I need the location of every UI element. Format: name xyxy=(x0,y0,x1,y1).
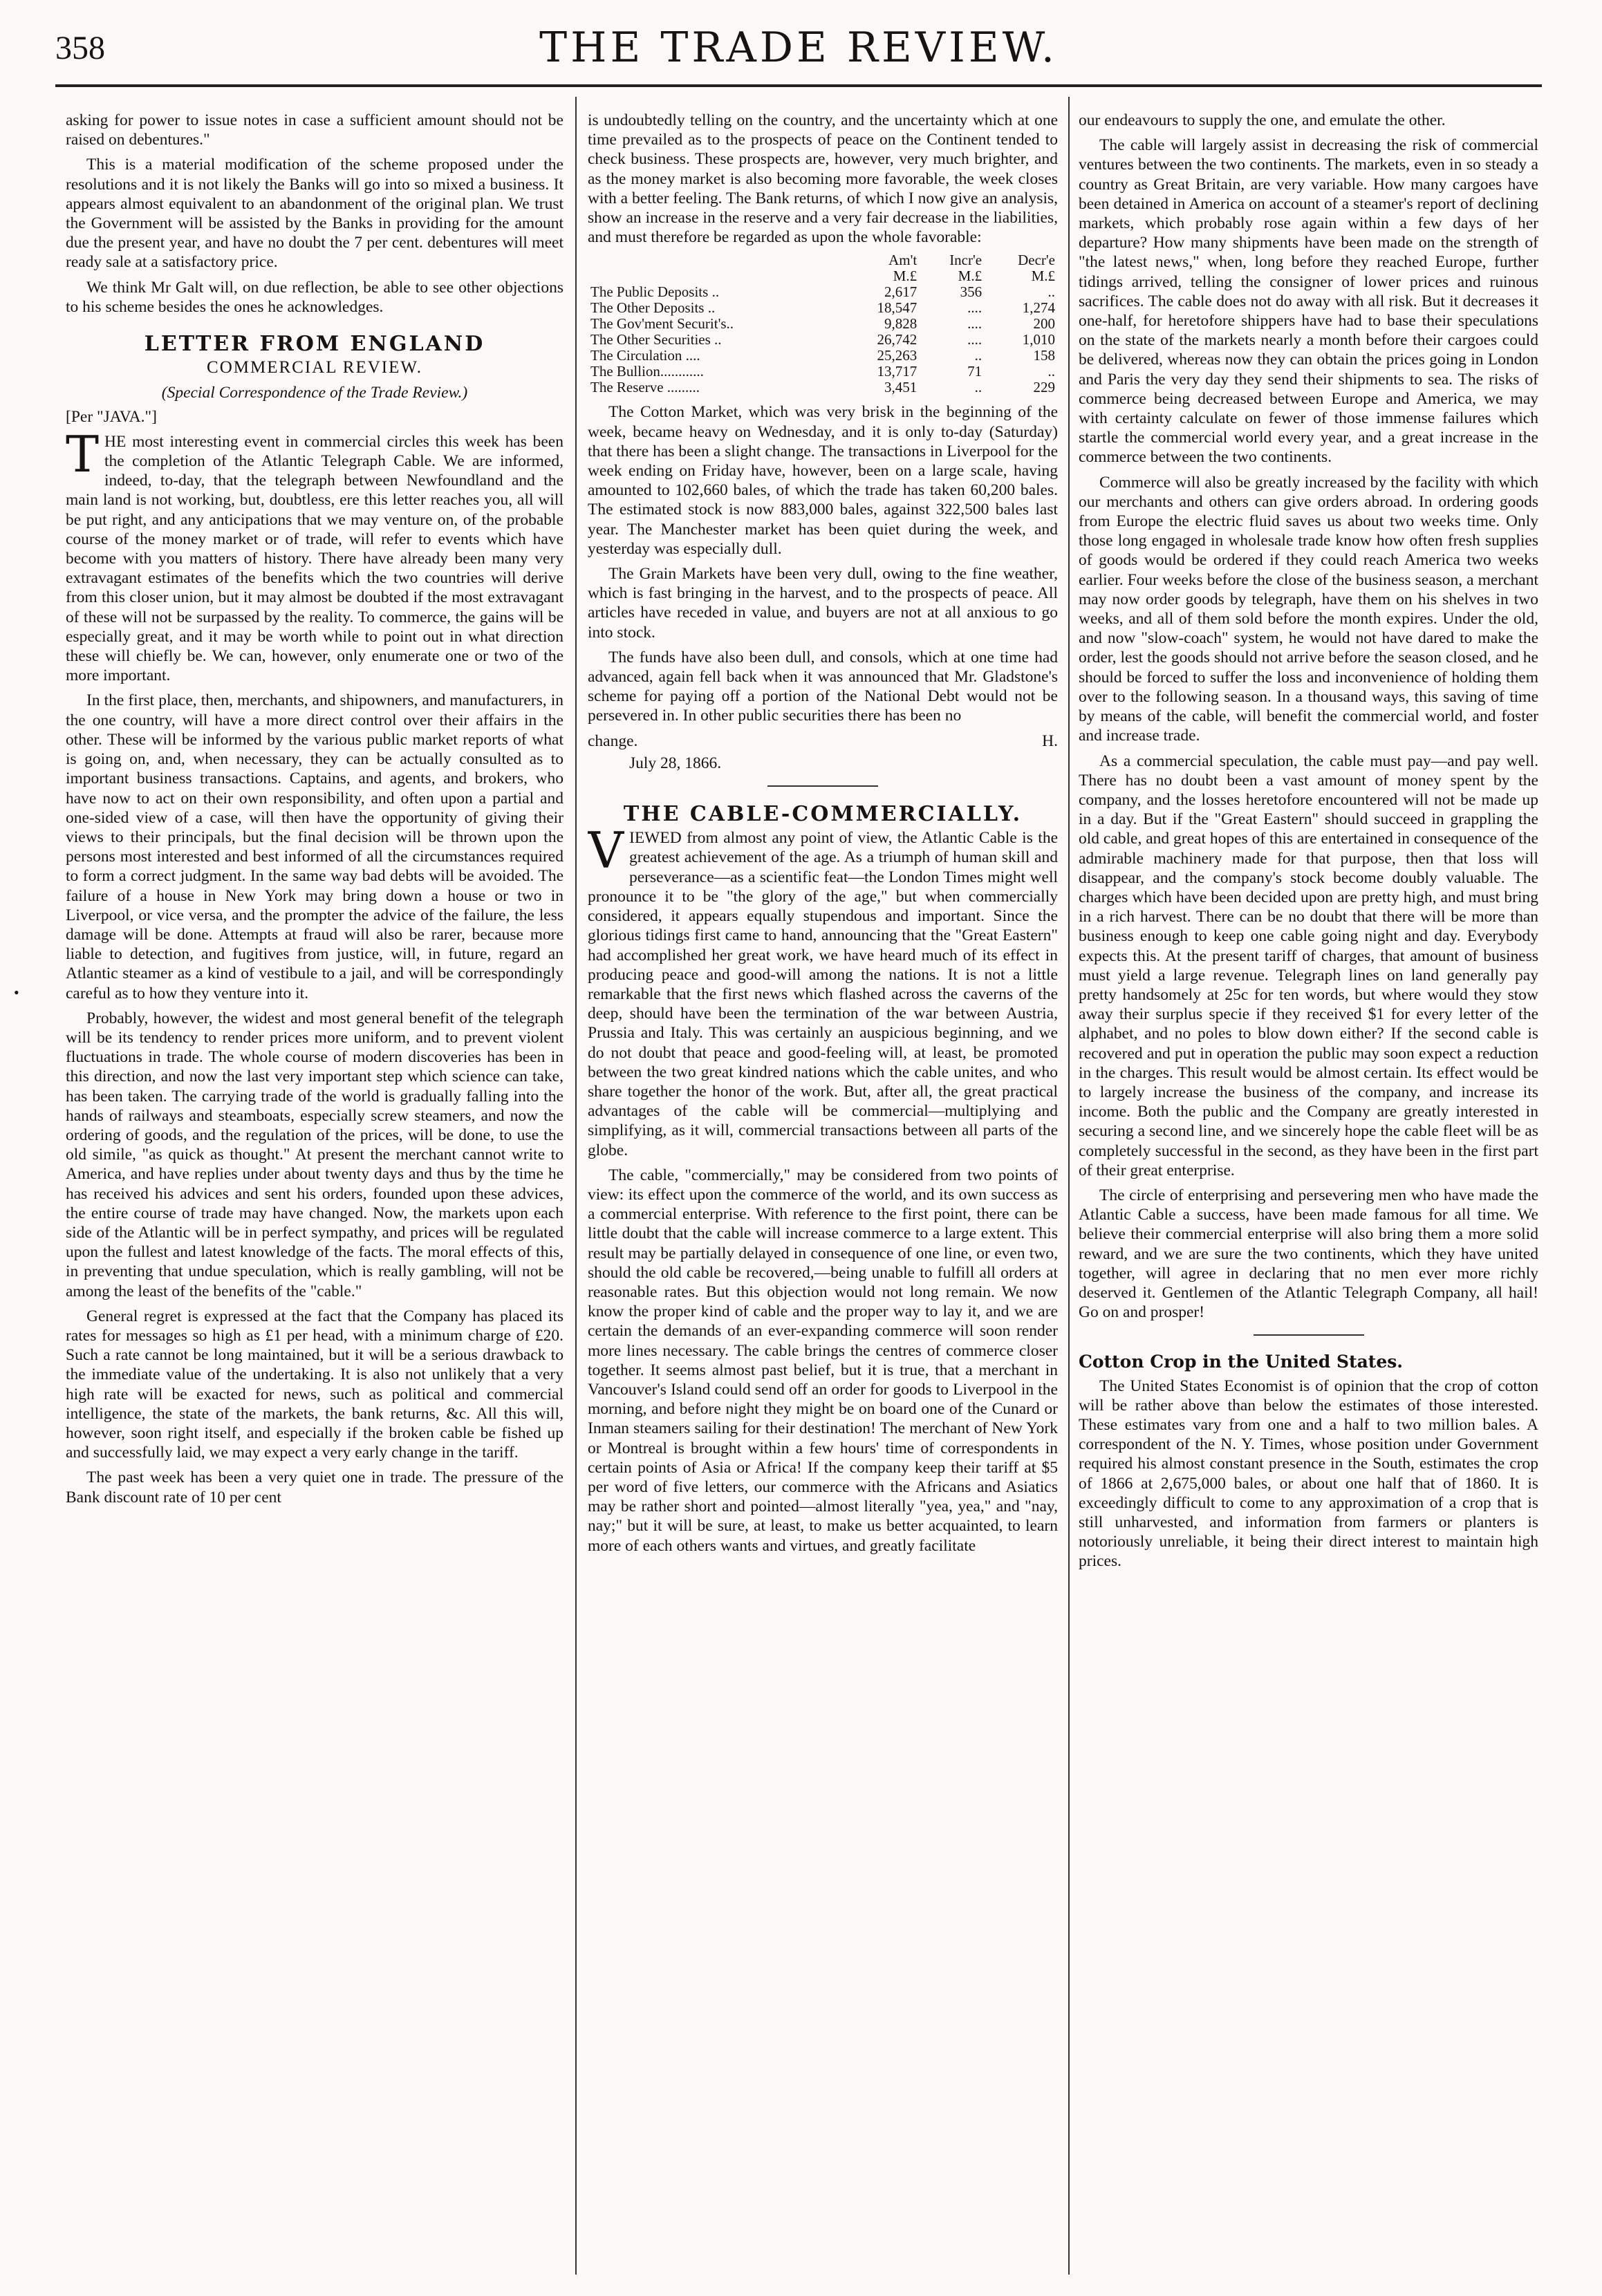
table-unit xyxy=(588,268,842,284)
article-headline: Cotton Crop in the United States. xyxy=(1079,1352,1404,1372)
paragraph: The funds have also been dull, and consols, which at one time had advanced, again fell back when it was announced that Mr. Gladstone's scheme for paying off a portion of the National Debt would not be persevered in. In other public securities there has been no xyxy=(588,648,1058,725)
paragraph: asking for power to issue notes in case a sufficient amount should not be raised on debentures." xyxy=(66,111,564,149)
article-headline: LETTER FROM ENGLAND xyxy=(144,332,485,357)
paragraph: In the first place, then, merchants, and shipowners, and manufacturers, in the one country, will have a more direct control over their affairs in the other. These will be informed by the various public market reports of what is going on, and, when necessary, they can be actually consulted as to important business transactions. Captains, and agents, and brokers, who have now to act on their own responsibility, and often upon a partial and one-sided view of a case, will then have the opportunity of giving their views to their principals, but the final decision will be thrown upon the persons most interested and best informed of all the circumstances required to form a correct judgment. In the same way bad debts will be avoided. The failure of a house in New York may bring down a house or two in Liverpool, or vice versa, and the prompter the advice of the failure, the less damage will be done. Attempts at fraud will also be rarer, because more liable to detection, and fugitives from justice, will, in future, regard an Atlantic steamer as a kind of vestibule to a jail, and will be correspondingly careful as to how they venture into it. xyxy=(66,691,564,1002)
paragraph: The United States Economist is of opinion that the crop of cotton will be rather above than below the estimates of those interested. These estimates vary from one and a half to two million bales. A correspondent of the N. Y. Times, whose position under Government required his almost constant presence in the South, estimates the crop of 1866 at 2,675,000 bales, or about one half that of 1860. It is exceedingly difficult to come to any approximation of a crop that is still unharvested, and information from farmers or planters is notoriously unreliable, it being their direct interest to maintain high prices. xyxy=(1079,1376,1538,1571)
paragraph: our endeavours to supply the one, and emulate the other. xyxy=(1079,111,1446,129)
section-divider xyxy=(1254,1334,1364,1336)
paragraph: The circle of enterprising and persevering men who have made the Atlantic Cable a success, have been made famous for all time. We believe their commercial enterprise will also bring them a more solid reward, and we are sure the two continents, which they have united together, will agree in declaring that no men ever more richly deserved it. Gentlemen of the Atlantic Telegraph Company, all hail! Go on and prosper! xyxy=(1079,1186,1538,1322)
bank-returns-table xyxy=(588,252,1058,395)
table-row xyxy=(588,380,1058,395)
row-value: 356 xyxy=(960,283,982,301)
table-row xyxy=(588,284,1058,300)
paragraph: The cable, "commercially," may be considered from two points of view: its effect upon the commerce of the world, and its own success as a commercial enterprise. With reference to the first point, there can be little doubt that the cable will increase commerce to a large extent. This result may be partially delayed in consequence of one line, or even two, should the old cable be recovered,—being unable to fulfill all orders at reasonable rates. But this objection would not long remain. We now know the proper kind of cable and the proper way to lay it, and we are certain the demands of an ever-expanding commerce will soon render more lines necessary. The cable brings the centres of commerce closer together. It seems almost past belief, but it is true, that a merchant in Vancouver's Island could send off an order for goods to Liverpool in the morning, and before night they might be on board one of the Cunard or Inman steamers sailing for their destination! The merchant of New York or Montreal is brought within a few hours' time of correspondents in certain points of Asia or Africa! If the company keep their tariff at $5 per word of five letters, our commerce with the Africans and Asiatics may be rather short and pointed—almost literally "yea, yea," and "nay, nay;" but it will be sure, at least, to make us better acquainted, to learn more of each others wants and virtues, and greatly facilitate xyxy=(588,1166,1058,1555)
table-header: Am't xyxy=(888,252,918,269)
row-value: 1,010 xyxy=(1022,331,1055,348)
row-value: 2,617 xyxy=(884,283,918,301)
row-label: The Circulation .... xyxy=(590,347,700,364)
paragraph: We think Mr Galt will, on due reflection, be able to see other objections to his scheme besides the ones he acknowledges. xyxy=(66,278,564,316)
section-divider xyxy=(767,785,878,787)
paragraph: The Cotton Market, which was very brisk in the beginning of the week, became heavy on Wednesday, and it is only to-day (Saturday) that there has been a slight change. The transactions in Liverpool for the week ending on Friday have, however, been on a large scale, having amounted to 102,660 bales, of which the trade has taken 60,200 bales. The estimated stock is now 883,000 bales, against 322,500 bales last year. The Manchester market has been quiet during the week, and yesterday was especially dull. xyxy=(588,403,1058,558)
article-headline: THE CABLE-COMMERCIALLY. xyxy=(623,802,1023,827)
paragraph: THE most interesting event in commercial circles this week has been the completion of the Atlantic Telegraph Cable. We are informed, indeed, to-day, that the telegraph between Newfoundland and the main land is not working, but, doubtless, ere this letter reaches you, all will be put right, and any anticipations that we may venture on, of the probable course of the money market or of trade, will refer to events which have become with you matters of history. There have already been many very extravagant estimates of the benefits which the two countries will derive from this closer union, but it may almost be doubted if the most extravagant of these will not be surpassed by the reality. To commerce, the gains will be especially great, and it may be worth while to point out in what direction these will chiefly be. We can, however, only enumerate one or two of the more important. xyxy=(66,424,564,685)
row-label: The Public Deposits .. xyxy=(590,283,720,301)
table-unit: M.£ xyxy=(1031,268,1055,285)
paragraph: This is a material modification of the scheme proposed under the resolutions and it is not likely the Banks will go into so mixed a business. It appears almost equivalent to an abandonment of the original plan. We trust the Government will be assisted by the Banks in providing for the amount due the present year, and have no doubt the 7 per cent. debentures will meet ready sale at a satisfactory price. xyxy=(66,156,564,272)
row-label: The Reserve ......... xyxy=(590,379,700,396)
paragraph: The cable will largely assist in decreasing the risk of commercial ventures between the two continents. The markets, even in so steady a country as Great Britain, are very variable. How many cargoes have been detained in America on account of a steamer's report of declining markets, which probably rose again within a few days of her departure? How many shipments have been made on the strength of "the latest news," when, long before they reached Europe, further tidings arrived, telling the consigner of lower prices and ruinous sacrifices. The cable does not do away with all risk. But it decreases it one-half, for heretofore shippers have had to base their speculations on the state of the markets nearly a month before their cargoes could be delivered, whereas now they can obtain the prices going in London and Paris the very day they send their shipments to sea. The risks of commerce being decreased between Europe and America, we may with certainty calculate on fewer of those immense failures which startle the commercial world every year, and a great increase in the commerce between the two continents. xyxy=(1079,136,1538,467)
row-value: 13,717 xyxy=(877,363,918,380)
signoff-initial: H. xyxy=(1042,731,1058,750)
letter-signoff xyxy=(588,731,1058,751)
column-divider xyxy=(575,97,577,2275)
row-value: 71 xyxy=(967,363,982,380)
paragraph: Probably, however, the widest and most general benefit of the telegraph will be its tendency to render prices more uniform, and to prevent violent fluctuations in trade. The whole course of modern discoveries has been in this direction, and now the last very important step which science can take, has been taken. The carrying trade of the world is gradually falling into the hands of railways and steamboats, especially screw steamers, and now the ordering of goods, and the regulation of the prices, will be done, to use the old simile, "as quick as thought." At present the merchant cannot write to America, and have replies under about twenty days and thus by the time he has received his advices and sent his orders, founded upon these advices, the entire course of trade may have changed. Now, the markets upon each side of the Atlantic will be in perfect sympathy, and prices will be regulated upon the fullest and latest knowledge of the facts. The moral effects of this, in preventing that undue speculation, which is really gambling, will not be among the least of the benefits of the "cable." xyxy=(66,1009,564,1300)
margin-dot: • xyxy=(14,984,19,1001)
table-row xyxy=(588,364,1058,380)
column-3 xyxy=(1079,111,1538,2268)
table-row xyxy=(588,332,1058,348)
row-value: 9,828 xyxy=(884,315,918,333)
row-label: The Gov'ment Securit's.. xyxy=(590,315,734,333)
row-value: 25,263 xyxy=(877,347,918,364)
page-number: 358 xyxy=(55,30,105,66)
page-header xyxy=(55,21,1542,87)
row-label: The Other Deposits .. xyxy=(590,299,716,317)
table-header: Decr'e xyxy=(1018,252,1055,269)
row-value: .. xyxy=(974,379,982,396)
table-row xyxy=(588,300,1058,316)
row-value: 229 xyxy=(1033,379,1055,396)
table-row xyxy=(588,316,1058,332)
table-unit: M.£ xyxy=(958,268,982,285)
table-header xyxy=(588,252,842,268)
row-value: .... xyxy=(967,331,982,348)
row-value: 1,274 xyxy=(1022,299,1055,317)
row-value: .. xyxy=(974,347,982,364)
row-label: The Bullion............ xyxy=(590,363,704,380)
row-value: 158 xyxy=(1033,347,1055,364)
masthead-title: THE TRADE REVIEW. xyxy=(539,24,1058,72)
row-value: 18,547 xyxy=(877,299,918,317)
table-units-row xyxy=(588,268,1058,284)
row-value: 200 xyxy=(1033,315,1055,333)
paragraph: VIEWED from almost any point of view, the Atlantic Cable is the greatest achievement of the age. As a triumph of human skill and perseverance—as a scientific feat—the London Times might well pronounce it to be "the glory of the age," but when commercially considered, it appears equally stupendous and important. Since the glorious tidings first came to hand, announcing that the "Great Eastern" had accomplished her great work, we have heard much of its effect in producing peace and good-will among the nations. It is not a little remarkable that the first news which flashed across the caverns of the deep, should have been the termination of the war between Austria, Prussia and Italy. This was certainly an auspicious beginning, and we do not doubt that peace and good-feeling will, at least, be promoted between the two great kindred nations which the cable unites, and who share together the honor of the work. But, after all, the great practical advantages of the cable will be commercial—multiplying and simplifying, as it will, commercial transactions between all parts of the globe. xyxy=(588,821,1058,1159)
row-value: .... xyxy=(967,315,982,333)
column-2 xyxy=(588,111,1058,2268)
row-value: 3,451 xyxy=(884,379,918,396)
signoff-word: change. xyxy=(588,731,638,750)
table-header: Incr'e xyxy=(949,252,982,269)
article-subheading: COMMERCIAL REVIEW. xyxy=(207,358,422,377)
row-value: 26,742 xyxy=(877,331,918,348)
dateline: July 28, 1866. xyxy=(629,754,722,772)
paragraph: The past week has been a very quiet one in trade. The pressure of the Bank discount rate of 10 per cent xyxy=(66,1468,564,1506)
table-row xyxy=(588,348,1058,364)
paragraph: Commerce will also be greatly increased by the facility with which our merchants and others can give orders abroad. In ordering goods from Europe the electric fluid saves us about two weeks time. Only those long engaged in wholesale trade know how often fresh supplies of goods would be ordered if they could reach America two weeks earlier. Four weeks before the close of the business season, a merchant may now order goods by telegraph, have them on his shelves in two weeks, and all of them sold before the month expires. Under the old, and now "slow-coach" system, he would not have dared to make the order, lest the goods should not arrive before the season closed, and he should be forced to suffer the loss and inconvenience of holding them over to the following season. In a thousand ways, this saving of time by means of the cable, will benefit the commercial world, and foster and increase trade. xyxy=(1079,473,1538,745)
correspondence-note: (Special Correspondence of the Trade Review.) xyxy=(161,384,468,402)
paragraph: General regret is expressed at the fact that the Company has placed its rates for messages so high as £1 per head, with a minimum charge of £20. Such a rate cannot be long maintained, but it will be a serious drawback to the immediate value of the undertaking. It is also not unlikely that a very high rate will be exacted for news, such as political and commercial intelligence, the state of the markets, the bank returns, &c. All this will, however, soon right itself, and especially if the broken cable be fished up and successfully laid, we may expect a very early change in the tariff. xyxy=(66,1307,564,1462)
table-unit: M.£ xyxy=(893,268,918,285)
column-1 xyxy=(66,111,564,2268)
column-divider xyxy=(1068,97,1070,2275)
table-header-row xyxy=(588,252,1058,268)
paragraph: is undoubtedly telling on the country, and the uncertainty which at one time prevailed as to the prospects of peace on the Continent tended to check business. These prospects are, however, very much brighter, and as the money market is also becoming more favorable, the week closes with a better feeling. The Bank returns, of which I now give an analysis, show an increase in the reserve and a very fair decrease in the liabilities, and must therefore be regarded as upon the whole favorable: xyxy=(588,111,1058,247)
row-label: The Other Securities .. xyxy=(590,331,722,348)
row-value: .. xyxy=(1047,283,1055,301)
row-value: .... xyxy=(967,299,982,317)
per-line: [Per "JAVA."] xyxy=(66,407,157,426)
paragraph: The Grain Markets have been very dull, owing to the fine weather, which is fast bringing in the harvest, and to the prospects of peace. All articles have receded in value, and buyers are not at all anxious to go into stock. xyxy=(588,565,1058,642)
row-value: .. xyxy=(1047,363,1055,380)
paragraph: As a commercial speculation, the cable must pay—and pay well. There has no doubt been a vast amount of money spent by the company, and the losses heretofore encountered will not be made up in a day. But if the "Great Eastern" should succeed in grappling the old cable, and great hopes of this are entertained in consequence of the admirable machinery made for that purpose, then that loss will disappear, and the company's stock become doubly valuable. The charges which have been decided upon are pretty high, and must bring in a rich harvest. There can be no doubt that there will be more than business enough to keep one cable going night and day. Everybody expects this. At the present tariff of charges, that amount of business must yield a large revenue. Telegraph lines on land generally pay pretty handsomely at 25c for ten words, but where would they stow away their surplus specie if they received $1 for every letter of the alphabet, and no poles to blow down either? If the second cable is recovered and put in operation the public may soon expect a reduction in the charges. This result would be almost certain. Its effect would be to largely increase the business of the company, and increase its income. Both the public and the Company are greatly interested in securing a second line, and we sincerely hope the cable fleet will be as completely successful in the second, as they have been in the first part of their great enterprise. xyxy=(1079,752,1538,1179)
